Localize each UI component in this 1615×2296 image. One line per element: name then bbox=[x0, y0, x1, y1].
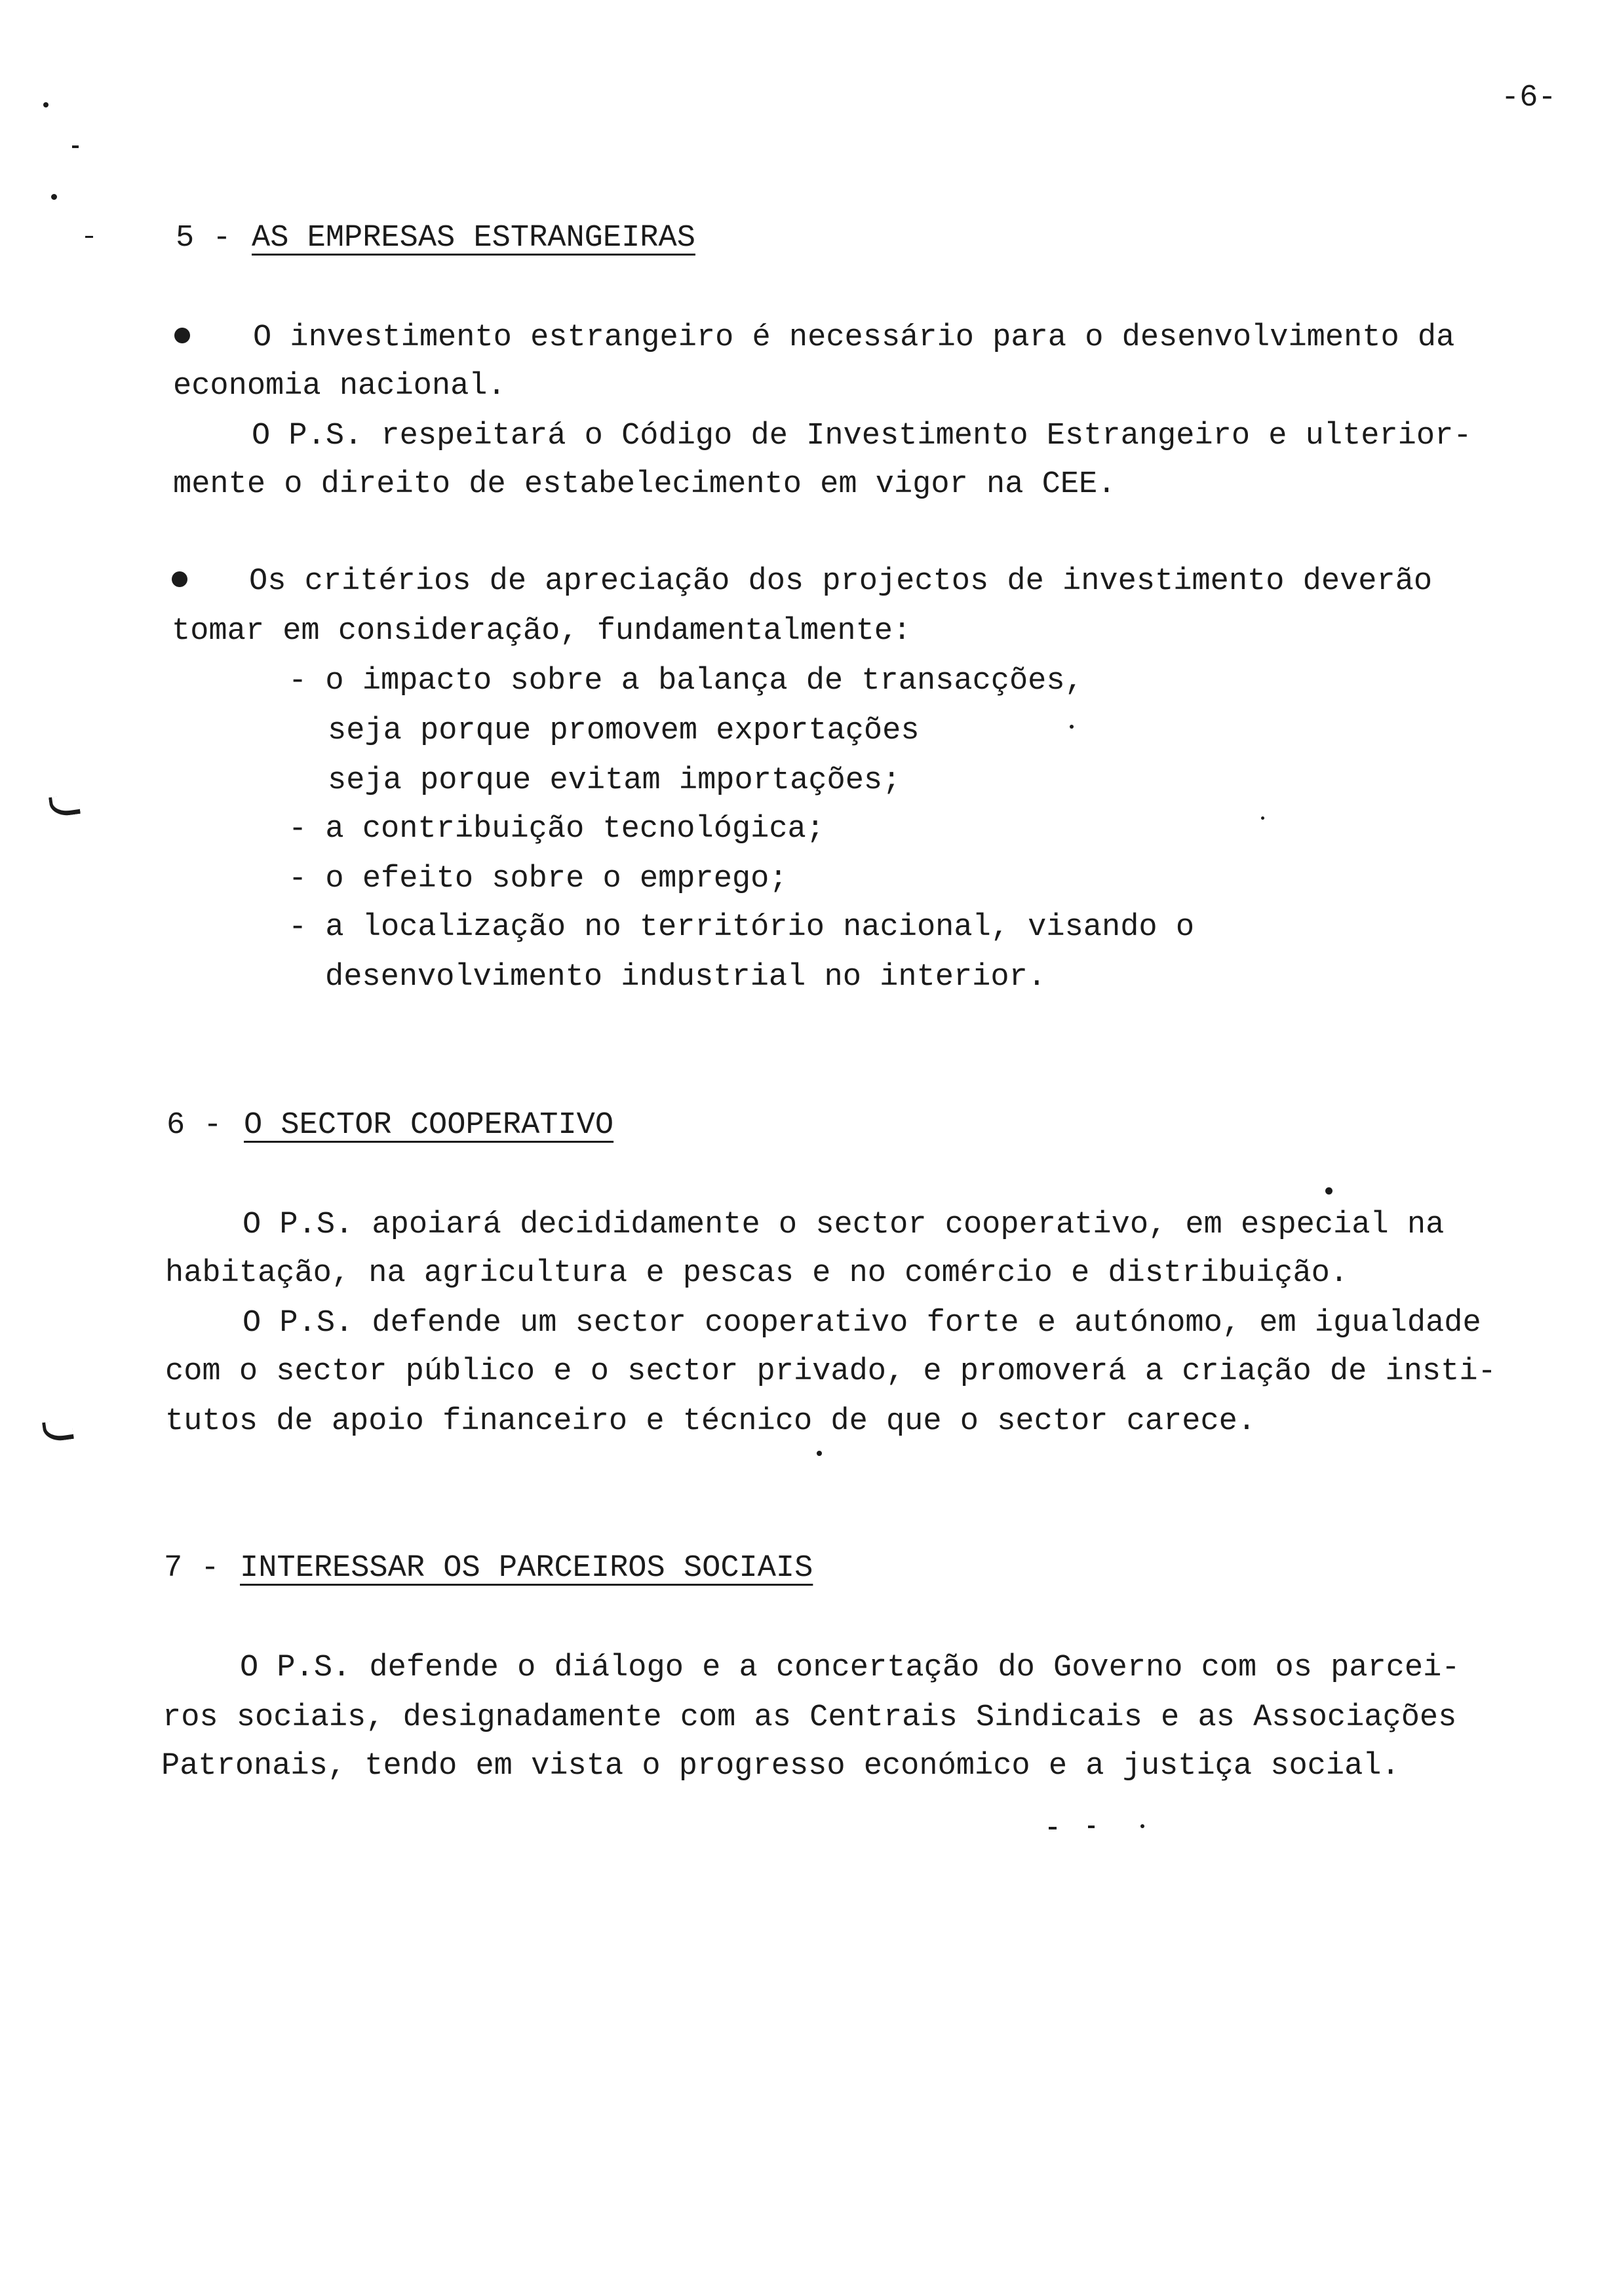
bullet-point bbox=[174, 328, 190, 343]
scan-speck bbox=[43, 102, 49, 107]
criteria-item: - o impacto sobre a balança de transacções, bbox=[288, 664, 1083, 698]
scan-hole-mark bbox=[49, 794, 81, 818]
section-7-text: ros sociais, designadamente com as Centrais Sindicais e as Associações bbox=[163, 1700, 1457, 1735]
section-7-number: 7 - bbox=[164, 1551, 220, 1586]
scan-speck bbox=[1325, 1187, 1333, 1195]
scan-speck bbox=[1070, 725, 1074, 729]
section-7-title: INTERESSAR OS PARCEIROS SOCIAIS bbox=[240, 1551, 813, 1586]
section-6-text: O P.S. defende um sector cooperativo forte e autónomo, em igualdade bbox=[243, 1306, 1481, 1341]
scan-speck bbox=[817, 1451, 822, 1456]
section-5-text: O P.S. respeitará o Código de Investimento Estrangeiro e ulterior- bbox=[252, 419, 1472, 453]
section-5-text: Os critérios de apreciação dos projectos de investimento deverão bbox=[249, 564, 1433, 599]
section-6-text: com o sector público e o sector privado, e promoverá a criação de insti- bbox=[165, 1354, 1496, 1389]
section-5-text: tomar em consideração, fundamentalmente: bbox=[172, 614, 912, 649]
scan-speck bbox=[85, 236, 93, 238]
criteria-item: - a contribuição tecnológica; bbox=[288, 812, 825, 847]
scan-speck bbox=[1261, 816, 1264, 820]
scan-speck bbox=[1049, 1827, 1057, 1829]
scan-speck bbox=[1088, 1826, 1095, 1828]
criteria-item: seja porque promovem exportações bbox=[328, 714, 920, 748]
criteria-item: - o efeito sobre o emprego; bbox=[288, 862, 788, 896]
scan-speck bbox=[1140, 1824, 1144, 1828]
section-5-number: 5 - bbox=[176, 221, 231, 256]
section-5-text: O investimento estrangeiro é necessário para o desenvolvimento da bbox=[253, 320, 1455, 355]
section-5-title: AS EMPRESAS ESTRANGEIRAS bbox=[252, 221, 695, 256]
scan-speck bbox=[51, 194, 57, 200]
section-5-text: economia nacional. bbox=[173, 369, 506, 404]
section-6-title: O SECTOR COOPERATIVO bbox=[244, 1108, 614, 1143]
section-6-text: habitação, na agricultura e pescas e no comércio e distribuição. bbox=[165, 1256, 1349, 1291]
section-7-text: Patronais, tendo em vista o progresso económico e a justiça social. bbox=[161, 1749, 1400, 1784]
criteria-item: - a localização no território nacional, visando o bbox=[288, 910, 1195, 945]
page-number: -6- bbox=[1501, 81, 1557, 115]
scan-speck bbox=[72, 145, 79, 148]
section-6-text: O P.S. apoiará decididamente o sector cooperativo, em especial na bbox=[243, 1208, 1445, 1242]
bullet-point bbox=[172, 571, 187, 587]
section-6-number: 6 - bbox=[166, 1108, 222, 1143]
section-7-text: O P.S. defende o diálogo e a concertação do Governo com os parcei- bbox=[240, 1651, 1460, 1685]
section-6-text: tutos de apoio financeiro e técnico de que o sector carece. bbox=[165, 1404, 1256, 1439]
criteria-item: seja porque evitam importações; bbox=[328, 763, 901, 798]
section-5-text: mente o direito de estabelecimento em vigor na CEE. bbox=[173, 467, 1116, 502]
criteria-item: desenvolvimento industrial no interior. bbox=[325, 960, 1046, 995]
scan-hole-mark bbox=[42, 1419, 74, 1443]
